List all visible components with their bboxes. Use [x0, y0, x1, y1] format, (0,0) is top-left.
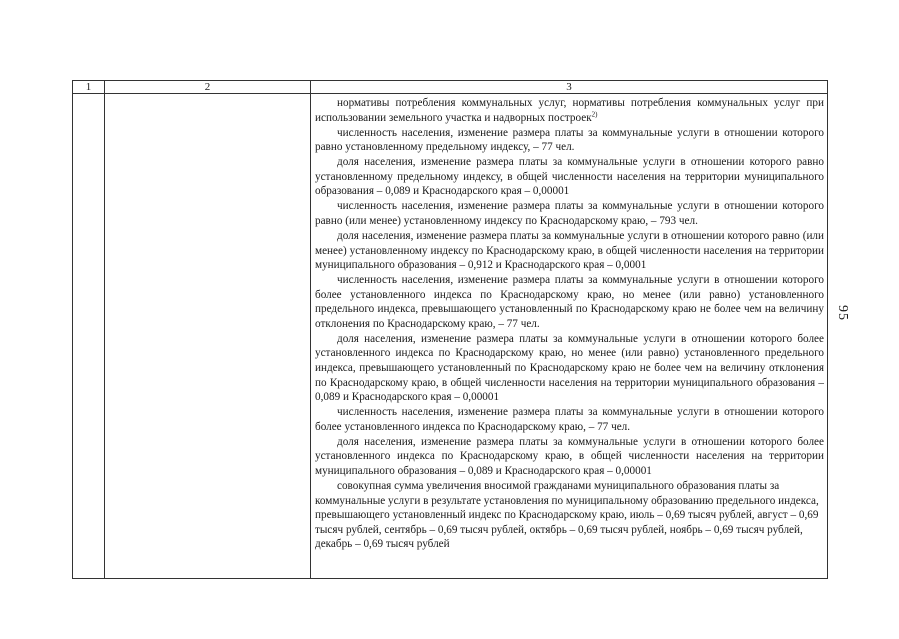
paragraph-norms-text: нормативы потребления коммунальных услуг, нормативы потребления коммунальных услуг при использовании земельного участка и надворных построек: [315, 97, 824, 124]
paragraph: численность населения, изменение размера платы за коммунальные услуги в отношении которого более установленного индекса по Краснодарскому краю, но менее (или равно) установленного предельного индекса, превышающего установленный по Краснодарскому краю не более чем на величину отклонения по Краснодарскому краю, – 77 чел.: [315, 274, 824, 330]
paragraph: численность населения, изменение размера платы за коммунальные услуги в отношении которого более установленного индекса по Краснодарскому краю, – 77 чел.: [315, 406, 824, 433]
cell-col-1: [73, 94, 105, 579]
paragraph-norms: [315, 96, 824, 125]
paragraph: численность населения, изменение размера платы за коммунальные услуги в отношении которого равно (или менее) установленному индексу по Краснодарскому краю, – 793 чел.: [315, 200, 824, 227]
paragraph: доля населения, изменение размера платы за коммунальные услуги в отношении которого равно установленному предельному индексу, в общей численности населения на территории муниципального образования – 0,089 и Краснодарского края – 0,00001: [315, 156, 824, 198]
page-number: 95: [835, 305, 850, 321]
paragraph: доля населения, изменение размера платы за коммунальные услуги в отношении которого более установленного индекса по Краснодарскому краю, но менее (или равно) установленного предельного индекса, превышающего установленный по Краснодарскому краю не более чем на величину отклонения по Краснодарскому краю, в общей численности населения на территории муниципального образования – 0,089 и Краснодарского края – 0,00001: [315, 332, 824, 404]
table-body-row: [73, 94, 828, 579]
cell-col-3: [311, 94, 828, 579]
document-table: [72, 80, 828, 579]
paragraph: совокупная сумма увеличения вносимой гражданами муниципального образования платы за коммунальные услуги в результате установления по муниципальному образованию предельного индекса, превышающего установленный индекс по Краснодарскому краю, июль – 0,69 тысяч рублей, август – 0,69 тысяч рублей, сентябрь – 0,69 тысяч рублей, октябрь – 0,69 тысяч рублей, ноябрь – 0,69 тысяч рублей, декабрь – 0,69 тысяч рублей: [315, 479, 819, 551]
header-col-2: 2: [105, 81, 311, 94]
header-col-1: 1: [73, 81, 105, 94]
paragraph: доля населения, изменение размера платы за коммунальные услуги в отношении которого более установленного индекса по Краснодарскому краю, в общей численности населения на территории муниципального образования – 0,089 и Краснодарского края – 0,00001: [315, 435, 824, 477]
table-header-row: [73, 81, 828, 94]
header-col-3: 3: [311, 81, 828, 94]
paragraph: доля населения, изменение размера платы за коммунальные услуги в отношении которого равно (или менее) установленному индексу по Краснодарскому краю, в общей численности населения на территории муниципального образования – 0,912 и Краснодарского края – 0,0001: [315, 229, 824, 272]
cell-col-2: [105, 94, 311, 579]
paragraph: численность населения, изменение размера платы за коммунальные услуги в отношении которого равно установленному предельному индексу, – 77 чел.: [315, 126, 824, 154]
footnote-mark: 2): [591, 109, 598, 118]
